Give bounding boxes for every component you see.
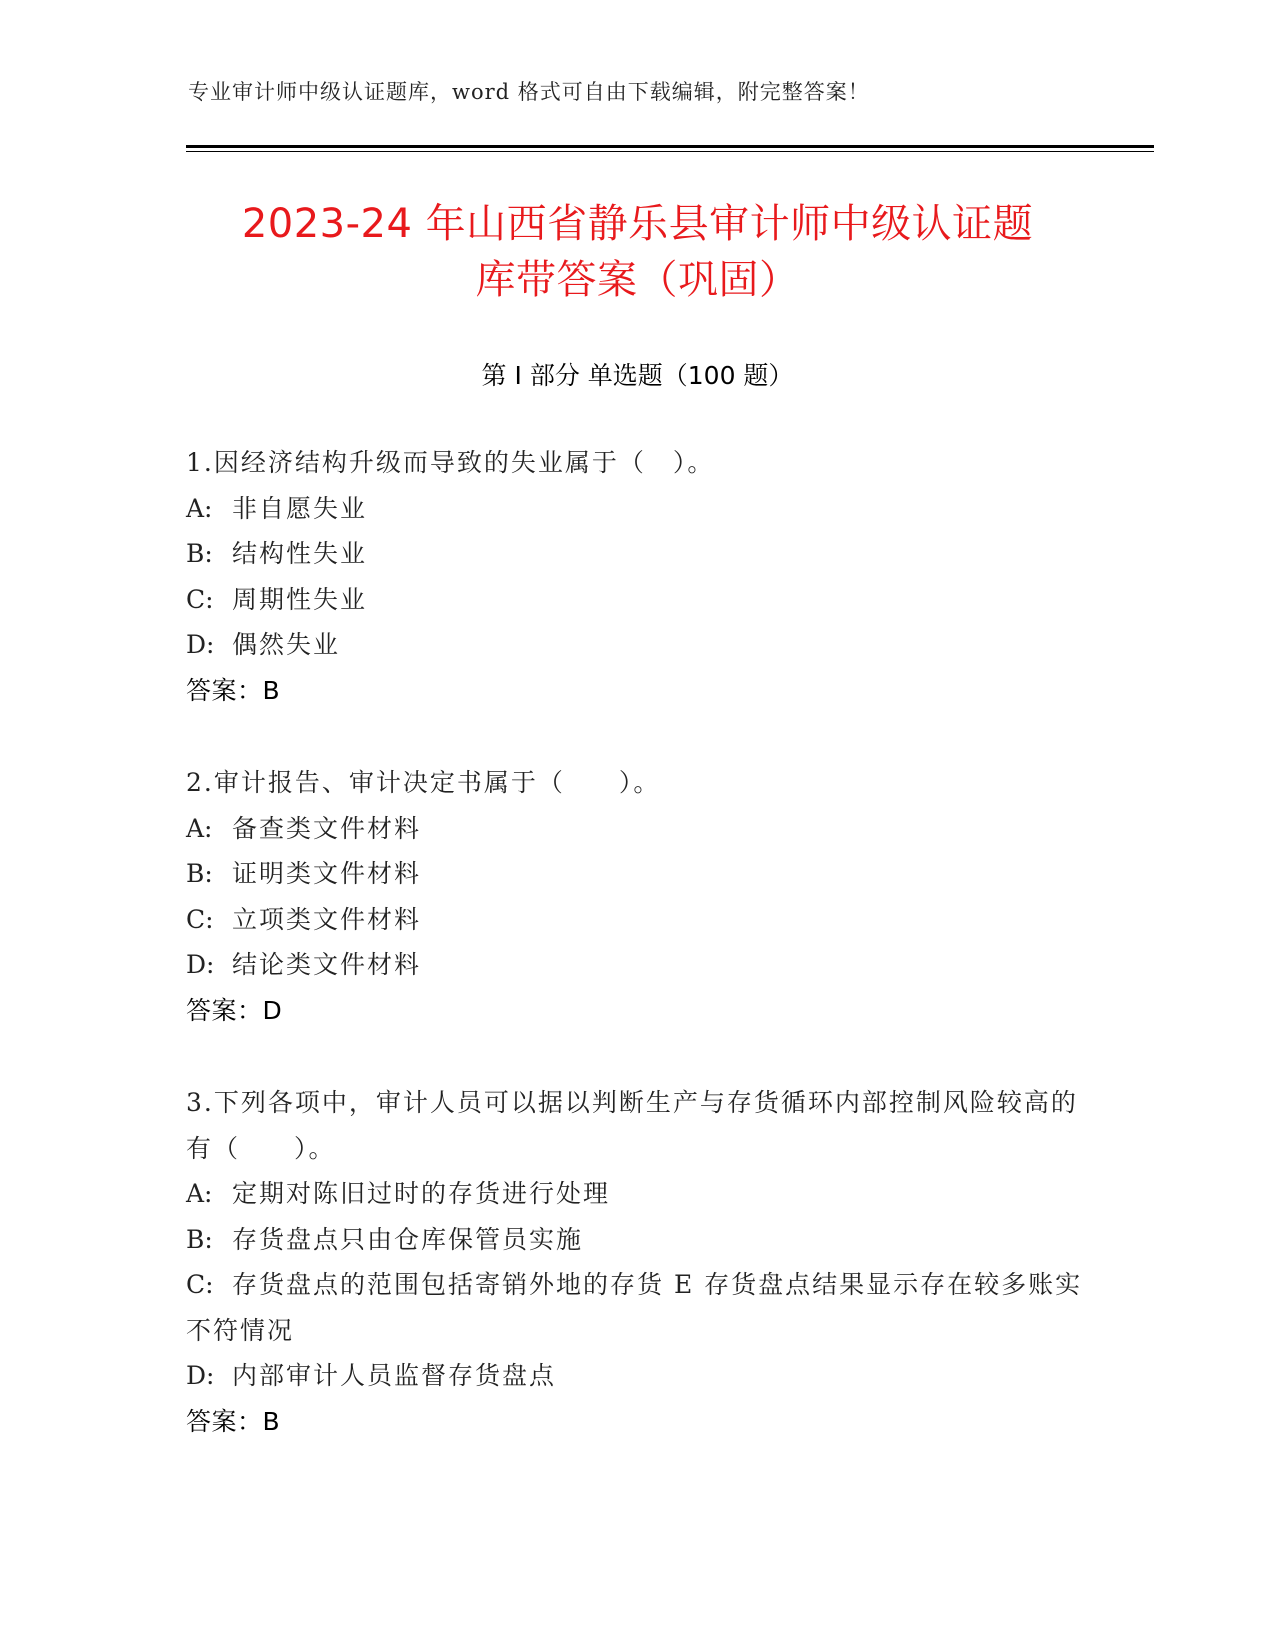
option-text: 非自愿失业	[232, 493, 368, 523]
option-b	[186, 1217, 1086, 1263]
option-text: 结论类文件材料	[232, 950, 422, 979]
option-text: 备查类文件材料	[232, 813, 422, 843]
document-title-line-2: 库带答案（巩固）	[475, 257, 800, 303]
header-rule-thin	[186, 151, 1154, 152]
option-c	[186, 897, 1086, 943]
question-3	[186, 1080, 1086, 1444]
option-key: B:	[186, 539, 213, 568]
question-1	[186, 440, 1086, 713]
option-key: C:	[186, 1270, 214, 1299]
option-text: 立项类文件材料	[232, 904, 422, 934]
header-rule-thick	[186, 145, 1154, 148]
option-key: B:	[186, 1224, 213, 1254]
option-text: 证明类文件材料	[232, 859, 422, 888]
option-c	[186, 577, 1086, 623]
option-a	[186, 1171, 1086, 1217]
option-text: 内部审计人员监督存货盘点	[232, 1361, 557, 1390]
question-2	[186, 760, 1086, 1033]
option-text: 存货盘点只由仓库保管员实施	[232, 1224, 584, 1254]
answer-line: 答案：D	[186, 995, 283, 1025]
header-note: 专业审计师中级认证题库，word 格式可自由下载编辑，附完整答案！	[188, 80, 870, 104]
option-d	[186, 1353, 1086, 1399]
option-key: D:	[186, 630, 215, 659]
option-key: D:	[186, 1361, 215, 1390]
question-stem: 2.审计报告、审计决定书属于（ ）。	[186, 768, 661, 797]
option-b	[186, 851, 1086, 897]
option-a	[186, 806, 1086, 852]
option-key: A:	[186, 1179, 213, 1208]
option-b	[186, 531, 1086, 577]
option-text: 存货盘点的范围包括寄销外地的存货 E 存货盘点结果显示存在较多账实不符情况	[186, 1270, 1083, 1345]
option-key: C:	[186, 904, 214, 934]
section-title: 第 I 部分 单选题（100 题）	[481, 361, 794, 390]
option-key: B:	[186, 859, 213, 888]
question-stem: 3.下列各项中，审计人员可以据以判断生产与存货循环内部控制风险较高的有（ ）。	[186, 1088, 1078, 1163]
option-key: A:	[186, 493, 213, 523]
option-text: 偶然失业	[232, 630, 341, 659]
answer-line: 答案：B	[186, 1406, 281, 1436]
question-stem: 1.因经济结构升级而导致的失业属于（ ）。	[186, 448, 715, 477]
document-title	[150, 196, 1125, 308]
option-c	[186, 1262, 1086, 1353]
option-text: 周期性失业	[232, 584, 368, 614]
option-text: 定期对陈旧过时的存货进行处理	[232, 1179, 611, 1208]
option-key: C:	[186, 584, 214, 614]
option-a	[186, 486, 1086, 532]
option-d	[186, 622, 1086, 668]
option-d	[186, 942, 1086, 988]
option-text: 结构性失业	[232, 539, 368, 568]
question-list	[186, 440, 1086, 1491]
document-title-line-1: 2023-24 年山西省静乐县审计师中级认证题	[241, 201, 1034, 247]
answer-line: 答案：B	[186, 675, 281, 705]
option-key: A:	[186, 813, 213, 843]
option-key: D:	[186, 950, 215, 979]
